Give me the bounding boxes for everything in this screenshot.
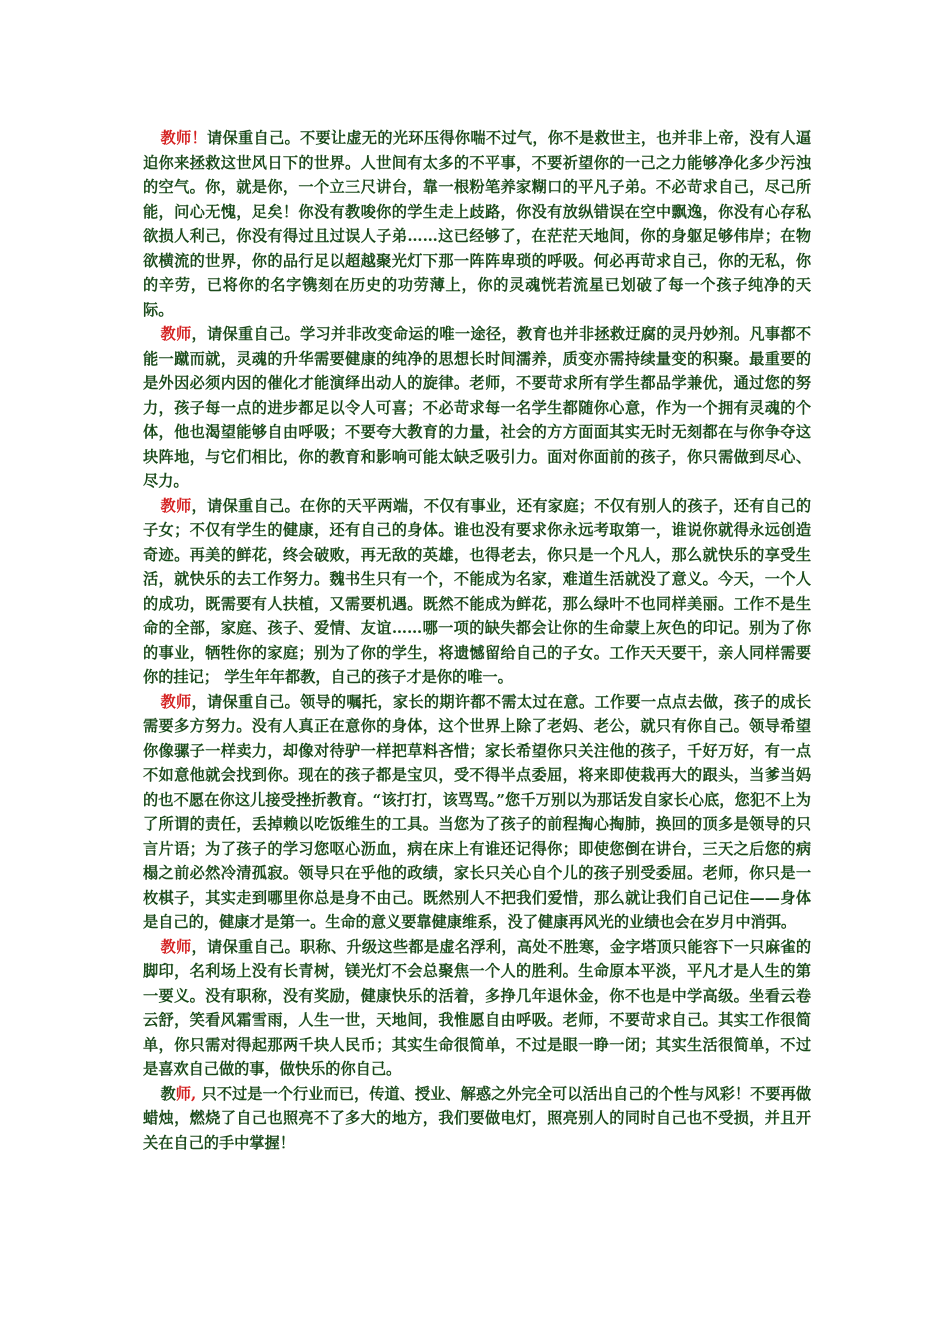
paragraph-final — [143, 1082, 811, 1156]
paragraph-2 — [143, 322, 811, 494]
paragraph-5 — [143, 935, 811, 1082]
paragraph-text: 只不过是一个行业而已，传道、授业、解惑之外完全可以活出自己的个性与风彩！不要再做蜡烛，燃烧了自己也照亮不了多大的地方，我们要做电灯，照亮别人的同时自己也不受损，并且开关在自己的手中掌握！ — [143, 1084, 812, 1152]
paragraph-lead: 教师！ — [160, 129, 207, 147]
paragraph-lead: 教师 — [160, 692, 192, 711]
paragraph-lead-part2: 师, — [175, 1084, 197, 1103]
paragraph-text: ，请保重自己。学习并非改变命运的唯一途径，教育也并非拯救迂腐的灵丹妙剂。凡事都不能一蹴而就，灵魂的升华需要健康的纯净的思想长时间濡养，质变亦需持续量变的积聚。最重要的是外因必须内因的催化才能演绎出动人的旋律。老师，不要苛求所有学生都品学兼优，通过您的努力，孩子每一点的进步都足以令人可喜；不必苛求每一名学生都随你心意，作为一个拥有灵魂的个体，他也渴望能够自由呼吸；不要夸大教育的力量，社会的方方面面其实无时无刻都在与你争夺这块阵地，与它们相比，你的教育和影响可能太缺乏吸引力。面对你面前的孩子，你只需做到尽心、尽力。 — [143, 325, 812, 490]
paragraph-lead: 教师 — [160, 496, 192, 515]
paragraph-text: ，请保重自己。职称、升级这些都是虚名浮利，高处不胜寒，金字塔顶只能容下一只麻雀的脚印，名利场上没有长青树，镁光灯不会总聚焦一个人的胜利。生命原本平淡，平凡才是人生的第一要义。没有职称，没有奖励，健康快乐的活着，多挣几年退休金，你不也是中学高级。坐看云卷云舒，笑看风霜雪雨，人生一世，天地间，我惟愿自由呼吸。老师，不要苛求自己。其实工作很简单，你只需对得起那两千块人民币；其实生命很简单，不过是眼一睁一闭；其实生活很简单，不过是喜欢自己做的事，做快乐的你自己。 — [143, 937, 812, 1078]
paragraph-1 — [143, 126, 811, 322]
paragraph-lead: 教师 — [160, 325, 192, 343]
paragraph-4 — [143, 690, 811, 935]
paragraph-text: 请保重自己。不要让虚无的光环压得你喘不过气，你不是救世主，也并非上帝，没有人逼迫你来拯救这世风日下的世界。人世间有太多的不平事，不要祈望你的一己之力能够净化多少污浊的空气。你，就是你，一个立三尺讲台，靠一根粉笔养家糊口的平凡子弟。不必苛求自己，尽己所能，问心无愧，足矣！你没有教唆你的学生走上歧路，你没有放纵错误在空中飘逸，你没有心存私欲损人利己，你没有得过且过误人子弟……这已经够了，在茫茫天地间，你的身躯足够伟岸；在物欲横流的世界，你的品行足以超越聚光灯下那一阵阵卑琐的呼吸。何必再苛求自己，你的无私，你的辛劳，已将你的名字镌刻在历史的功劳薄上，你的灵魂恍若流星已划破了每一个孩子纯净的天际。 — [143, 129, 812, 319]
paragraph-text: ，请保重自己。在你的天平两端，不仅有事业，还有家庭；不仅有别人的孩子，还有自己的子女；不仅有学生的健康，还有自己的身体。谁也没有要求你永远考取第一，谁说你就得永远创造奇迹。再美的鲜花，终会破败，再无敌的英雄，也得老去，你只是一个凡人，那么就快乐的享受生活，就快乐的去工作努力。魏书生只有一个，不能成为名家，难道生活就没了意义。今天，一个人的成功，既需要有人扶植，又需要机遇。既然不能成为鲜花，那么绿叶不也同样美丽。工作不是生命的全部，家庭、孩子、爱情、友谊……哪一项的缺失都会让你的生命蒙上灰色的印记。别为了你的事业，牺牲你的家庭；别为了你的学生，将遗憾留给自己的子女。工作天天要干，亲人同样需要你的挂记； 学生年年都教，自己的孩子才是你的唯一。 — [143, 496, 812, 686]
paragraph-text: ，请保重自己。领导的嘱托，家长的期许都不需太过在意。工作要一点点去做，孩子的成长需要多方努力。没有人真正在意你的身体，这个世界上除了老妈、老公，就只有你自己。领导希望你像骡子一样卖力，却像对待驴一样把草料吝惜；家长希望你只关注他的孩子，千好万好，有一点不如意他就会找到你。现在的孩子都是宝贝，受不得半点委屈，将来即使栽再大的跟头，当爹当妈的也不愿在你这儿接受挫折教育。“该打打，该骂骂。”您千万别以为那话发自家长心底，您犯不上为了所谓的责任，丢掉赖以吃饭维生的工具。当您为了孩子的前程掏心掏肺，换回的顶多是领导的只言片语；为了孩子的学习您呕心沥血，病在床上有谁还记得你；即使您倒在讲台，三天之后您的病榻之前必然冷清孤寂。领导只在乎他的政绩，家长只关心自个儿的孩子别受委屈。老师，你只是一枚棋子，其实走到哪里你总是身不由己。既然别人不把我们爱惜，那么就让我们自己记住——身体是自己的，健康才是第一。生命的意义要靠健康维系，没了健康再风光的业绩也会在岁月中消弭。 — [143, 692, 812, 931]
paragraph-lead-part1: 教 — [160, 1084, 176, 1103]
paragraph-lead: 教师 — [160, 937, 192, 956]
paragraph-3 — [143, 494, 811, 690]
document-body — [143, 126, 811, 1155]
